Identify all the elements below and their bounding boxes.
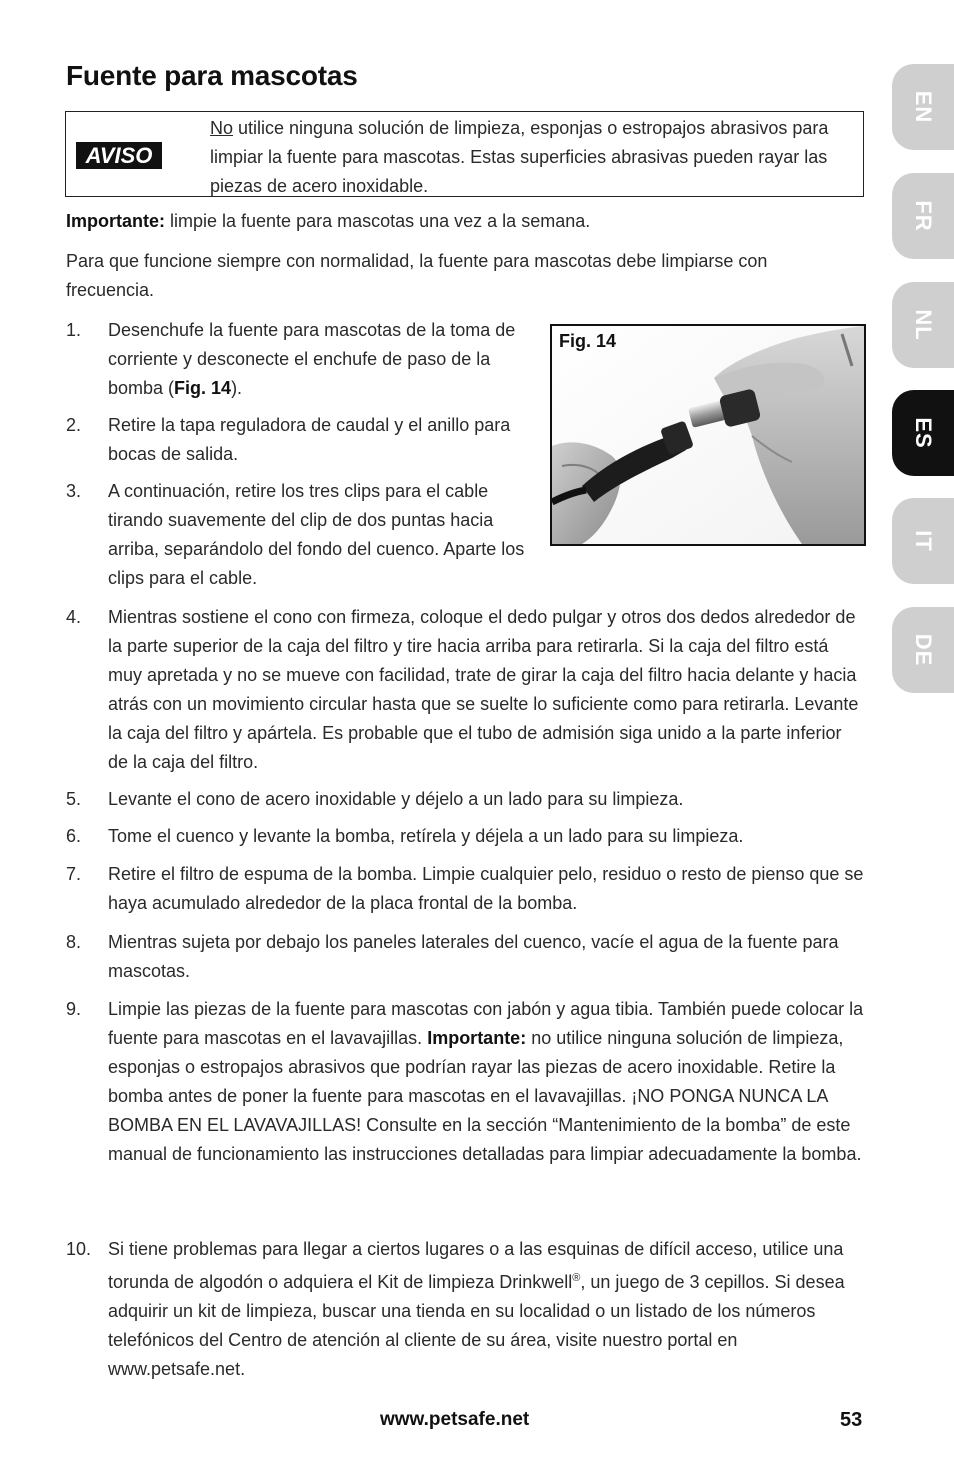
step-text: Retire el filtro de espuma de la bomba. Limpie cualquier pelo, residuo o resto de pienso que se haya acumulado alrededor de la placa frontal de la bomba. bbox=[108, 864, 864, 913]
tab-label: NL bbox=[911, 309, 936, 341]
step-text: Tome el cuenco y levante la bomba, retírela y déjela a un lado para su limpieza. bbox=[108, 826, 744, 846]
step-text-part: ). bbox=[231, 378, 243, 398]
step-text: A continuación, retire los tres clips para el cable tirando suavemente del clip de dos puntas hacia arriba, separándolo del fondo del cuenco. Aparte los clips para el cable. bbox=[108, 481, 525, 588]
step-number: 7. bbox=[66, 864, 82, 884]
step-number: 6. bbox=[66, 826, 82, 846]
important-label: Importante: bbox=[66, 211, 165, 231]
tab-es[interactable] bbox=[892, 390, 954, 476]
warning-text bbox=[210, 114, 866, 201]
figure-reference: Fig. 14 bbox=[174, 378, 232, 398]
step-number: 3. bbox=[66, 481, 82, 501]
intro-paragraph: Para que funcione siempre con normalidad, la fuente para mascotas debe limpiarse con frecuencia. bbox=[66, 251, 768, 300]
tab-fr[interactable] bbox=[892, 173, 954, 259]
warning-box bbox=[65, 111, 864, 197]
figure-14 bbox=[550, 324, 866, 546]
important-text: limpie la fuente para mascotas una vez a la semana. bbox=[165, 211, 591, 231]
registered-mark: ® bbox=[572, 1272, 581, 1284]
step-number: 2. bbox=[66, 415, 82, 435]
tab-label: EN bbox=[911, 90, 936, 124]
step-text-part: , un juego de 3 cepillos. Si desea adquirir un kit de limpieza, buscar una tienda en su localidad o un listado de los números telefónicos del Centro de atención al cliente de su área, visite nuestro portal en www.petsafe.net. bbox=[108, 1272, 845, 1379]
step-text bbox=[108, 995, 866, 1169]
important-note bbox=[66, 207, 590, 236]
tab-it[interactable] bbox=[892, 498, 954, 584]
step-text bbox=[108, 1235, 868, 1384]
page-number: 53 bbox=[840, 1409, 863, 1431]
step-text: Levante el cono de acero inoxidable y déjelo a un lado para su limpieza. bbox=[108, 789, 684, 809]
step-text: Mientras sujeta por debajo los paneles laterales del cuenco, vacíe el agua de la fuente para mascotas. bbox=[108, 932, 839, 981]
step-text-part: no utilice ninguna solución de limpieza, esponjas o estropajos abrasivos que podrían rayar las piezas de acero inoxidable. Retire la bomba antes de poner la fuente para mascotas en el lavavajillas. ¡NO PONGA NUNCA LA BOMBA EN EL LAVAVAJILLAS! Consulte en la sección “Mantenimiento de la bomba” de este manual de funcionamiento las instrucciones detalladas para limpiar adecuadamente la bomba. bbox=[108, 1028, 862, 1164]
figure-label: Fig. 14 bbox=[559, 331, 617, 351]
step-text-part: Desenchufe la fuente para mascotas de la toma de corriente y desconecte el enchufe de paso de la bomba ( bbox=[108, 320, 516, 398]
tab-label: IT bbox=[911, 530, 936, 552]
tab-nl[interactable] bbox=[892, 282, 954, 368]
footer-url: www.petsafe.net bbox=[380, 1409, 530, 1430]
step-number: 1. bbox=[66, 320, 82, 340]
page-title: Fuente para mascotas bbox=[66, 60, 358, 91]
step-number: 5. bbox=[66, 789, 82, 809]
plug-photo-illustration bbox=[552, 326, 864, 544]
step-number: 4. bbox=[66, 607, 82, 627]
step-text-part: Limpie las piezas de la fuente para mascotas con jabón y agua tibia. También puede colocar la fuente para mascotas en el lavavajillas. bbox=[108, 999, 864, 1048]
step-text-part: Si tiene problemas para llegar a ciertos lugares o a las esquinas de difícil acceso, utilice una torunda de algodón o adquiera el Kit de limpieza Drinkwell bbox=[108, 1239, 844, 1292]
important-label: Importante: bbox=[427, 1028, 527, 1048]
step-text: Mientras sostiene el cono con firmeza, coloque el dedo pulgar y otros dos dedos alrededor de la parte superior de la caja del filtro y tire hacia arriba para retirarla. Si la caja del filtro está muy apretada y no se mueve con facilidad, trate de girar la caja del filtro hacia delante y hacia atrás con un movimiento circular hasta que se suelte lo suficiente como para retirarla. Levante la caja del filtro y apártela. Es probable que el tubo de admisión siga unido a la parte inferior de la caja del filtro. bbox=[108, 607, 859, 772]
tab-de[interactable] bbox=[892, 607, 954, 693]
tab-en[interactable] bbox=[892, 64, 954, 150]
step-number: 10. bbox=[66, 1239, 92, 1259]
tab-label: ES bbox=[911, 417, 936, 449]
step-text: Retire la tapa reguladora de caudal y el anillo para bocas de salida. bbox=[108, 415, 511, 464]
tab-label: DE bbox=[911, 633, 936, 667]
tab-label: FR bbox=[911, 200, 936, 232]
step-number: 8. bbox=[66, 932, 82, 952]
warning-underlined-word: No bbox=[210, 118, 234, 138]
warning-text-rest: utilice ninguna solución de limpieza, esponjas o estropajos abrasivos para limpiar la fuente para mascotas. Estas superficies abrasivas pueden rayar las piezas de acero inoxidable. bbox=[210, 118, 829, 196]
step-text bbox=[108, 316, 548, 403]
step-number: 9. bbox=[66, 999, 82, 1019]
warning-label: AVISO bbox=[76, 142, 162, 169]
